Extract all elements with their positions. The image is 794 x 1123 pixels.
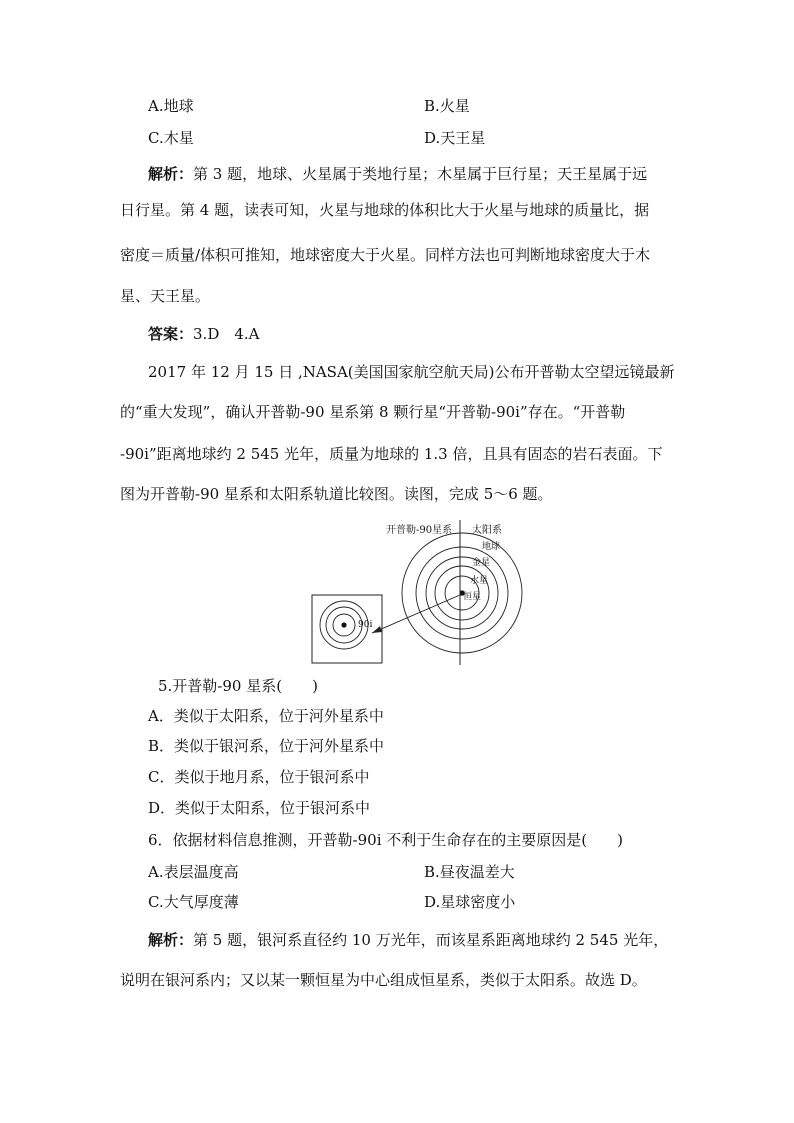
arrow-head: [372, 626, 382, 633]
option-b: B.火星: [424, 97, 470, 115]
kepler-90i-label: 90i: [358, 620, 373, 630]
q5-stem: 5.开普勒-90 星系( ): [158, 677, 318, 695]
star-label: 恒星: [463, 592, 482, 602]
analysis-line-2: 日行星。第 4 题，读表可知，火星与地球的体积比大于火星与地球的质量比，据: [120, 201, 650, 219]
analysis-line-4: 星、天王星。: [120, 287, 211, 305]
comparison-arrow: [372, 595, 460, 633]
mercury-label: 水星: [470, 576, 489, 586]
q5-option-c: C．类似于地月系，位于银河系中: [148, 768, 370, 786]
q6-option-c: C.大气厚度薄: [148, 893, 239, 911]
q5-option-b: B．类似于银河系，位于河外星系中: [148, 737, 385, 755]
material-line-1: 2017 年 12 月 15 日 ,NASA(美国国家航空航天局)公布开普勒太空望远镜最新: [148, 363, 675, 381]
solar-title: 太阳系: [472, 525, 502, 536]
q6-stem: 6．依据材料信息推测，开普勒-90i 不利于生命存在的主要原因是( ): [148, 831, 623, 849]
material-line-3: -90i”距离地球约 2 545 光年，质量为地球的 1.3 倍，且具有固态的岩石表面。下: [120, 445, 663, 463]
q5-option-d: D．类似于太阳系，位于银河系中: [148, 799, 371, 817]
analysis-label: 解析：: [148, 165, 194, 183]
answer-line: 答案：3.D 4.A: [148, 325, 260, 343]
option-a: A.地球: [148, 97, 194, 115]
material-line-4: 图为开普勒-90 星系和太阳系轨道比较图。读图，完成 5～6 题。: [120, 485, 553, 503]
kepler-star: [341, 622, 346, 627]
analysis-line-1: 解析：第 3 题，地球、火星属于类地行星；木星属于巨行星；天王星属于远: [148, 165, 648, 183]
analysis2-line-1: 解析：第 5 题，银河系直径约 10 万光年，而该星系距离地球约 2 545 光年，: [148, 931, 669, 949]
q5-option-a: A．类似于太阳系，位于河外星系中: [148, 707, 384, 725]
q6-option-b: B.昼夜温差大: [424, 863, 515, 881]
option-c: C.木星: [148, 129, 194, 147]
analysis2-line-2: 说明在银河系内；又以某一颗恒星为中心组成恒星系，类似于太阳系。故选 D。: [120, 971, 647, 989]
analysis-line-3: 密度＝质量/体积可推知，地球密度大于火星。同样方法也可判断地球密度大于木: [120, 246, 651, 264]
answer-label: 答案：: [148, 325, 194, 343]
orbit-comparison-figure: [300, 515, 540, 675]
option-d: D.天王星: [424, 129, 486, 147]
analysis2-label: 解析：: [148, 931, 194, 949]
q6-option-a: A.表层温度高: [148, 863, 239, 881]
kepler-title: 开普勒-90星系: [386, 525, 453, 536]
q6-option-d: D.星球密度小: [424, 893, 516, 911]
earth-label: 地球: [482, 542, 501, 552]
venus-label: 金星: [472, 558, 491, 568]
material-line-2: 的“重大发现”，确认开普勒-90 星系第 8 颗行星“开普勒-90i”存在。“开普勒: [120, 403, 626, 421]
